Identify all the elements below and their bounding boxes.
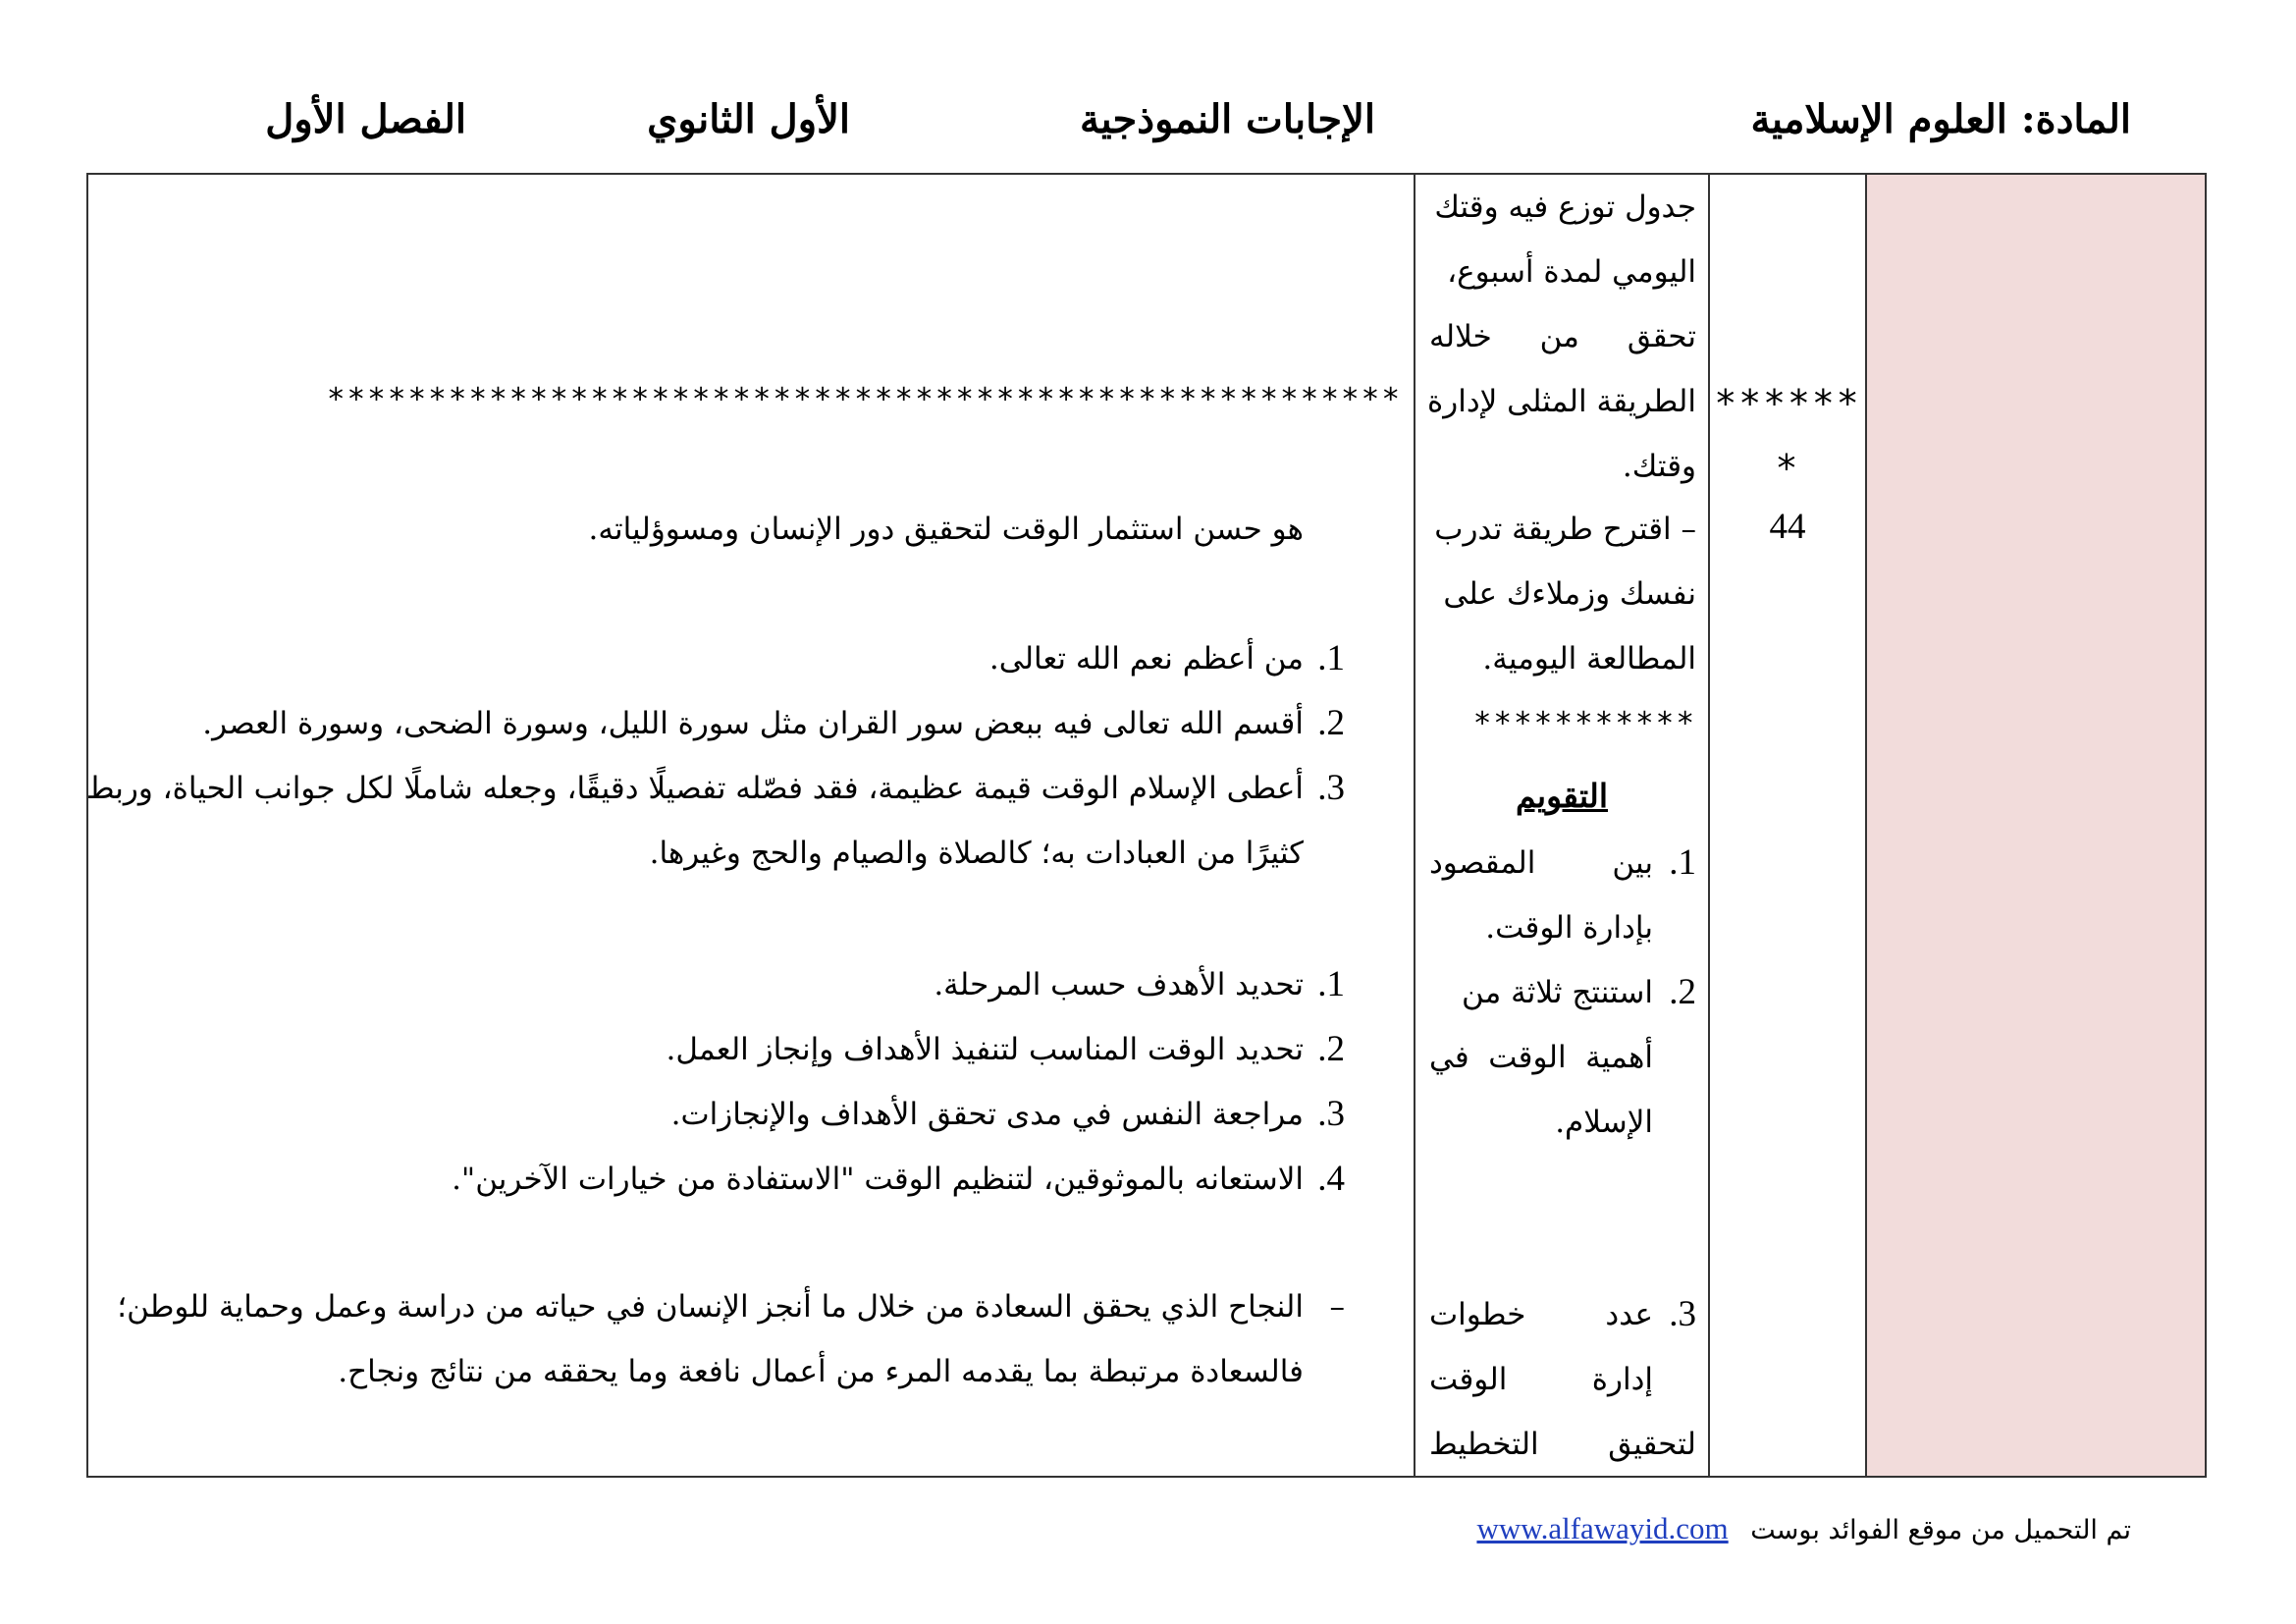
question-text: إدارة الوقت [1429, 1362, 1653, 1397]
activity-line: وقتك. [1622, 449, 1696, 484]
page-header [0, 96, 2296, 155]
question-text: الإسلام. [1555, 1105, 1653, 1140]
number-stars-2: * [1775, 447, 1800, 490]
footer-text: تم التحميل من موقع الفوائد بوست [1750, 1515, 2131, 1545]
model-answers-title: الإجابات النموذجية [1080, 96, 1375, 142]
importance-number: 3. [1317, 768, 1345, 808]
importance-item: أعطى الإسلام الوقت قيمة عظيمة، فقد فصّله تفصيلًا دقيقًا، وجعله شاملًا لكل جوانب الحياة، وربط [85, 771, 1304, 806]
number-stars: ****** [1714, 382, 1861, 425]
step-number: 2. [1317, 1029, 1345, 1069]
importance-item: من أعظم نعم الله تعالى. [988, 641, 1304, 677]
question-text: استنتج ثلاثة من [1462, 975, 1653, 1010]
question-number: 3. [1669, 1294, 1696, 1334]
success-dash: – [1329, 1289, 1345, 1325]
question-number: 2. [1669, 972, 1696, 1012]
grade-label: الأول الثانوي [647, 96, 850, 142]
footer-link[interactable]: www.alfawayid.com [1476, 1511, 1729, 1545]
question-text: لتحقيق التخطيط [1429, 1427, 1696, 1462]
success-answer-cont: فالسعادة مرتبطة بما يقدمه المرء من أعمال نافعة وما يحققه من نتائج ونجاح. [338, 1354, 1304, 1389]
step-item: الاستعانه بالموثوقين، لتنظيم الوقت "الاستفادة من خيارات الآخرين". [452, 1162, 1304, 1197]
question-text: عدد خطوات [1429, 1297, 1653, 1332]
importance-number: 1. [1317, 638, 1345, 678]
answers-column [85, 175, 1414, 1476]
shaded-column [1865, 175, 2205, 1476]
step-item: تحديد الوقت المناسب لتنفيذ الأهداف وإنجاز العمل. [666, 1032, 1304, 1067]
activity-line: نفسك وزملاءك على [1443, 576, 1696, 612]
question-number: 1. [1669, 842, 1696, 883]
definition-answer: هو حسن استثمار الوقت لتحقيق دور الإنسان ومسوؤلياته. [588, 512, 1304, 547]
evaluation-heading: التقويم [1515, 777, 1609, 815]
term-label: الفصل الأول [265, 96, 466, 142]
step-item: تحديد الأهدف حسب المرحلة. [934, 967, 1304, 1002]
step-number: 3. [1317, 1094, 1345, 1134]
activity-line: جدول توزع فيه وقتك [1434, 189, 1696, 225]
activity-line: – اقترح طريقة تدرب [1434, 512, 1696, 547]
activity-line: تحقق من خلاله [1429, 319, 1696, 354]
activity-line: المطالعة اليومية. [1482, 641, 1696, 677]
activity-line: الطريقة المثلى لإدارة [1427, 384, 1696, 419]
question-text: بإدارة الوقت. [1485, 910, 1653, 946]
success-answer: النجاح الذي يحقق السعادة من خلال ما أنجز الإنسان في حياته من دراسة وعمل وحماية للوطن؛ [117, 1289, 1304, 1325]
activity-column [1414, 175, 1708, 1476]
page-number: 44 [1769, 507, 1806, 547]
importance-item-cont: كثيرًا من العبادات به؛ كالصلاة والصيام والحج وغيرها. [649, 836, 1304, 871]
question-text: بين المقصود [1429, 845, 1653, 881]
question-text: أهمية الوقت في [1429, 1040, 1653, 1075]
answers-stars: ***************************************************** [326, 382, 1402, 417]
step-number: 4. [1317, 1159, 1345, 1199]
activity-stars: *********** [1472, 706, 1696, 741]
step-number: 1. [1317, 964, 1345, 1004]
importance-number: 2. [1317, 703, 1345, 743]
importance-item: أقسم الله تعالى فيه ببعض سور القران مثل سورة الليل، وسورة الضحى، وسورة العصر. [202, 706, 1304, 741]
page-footer [1476, 1511, 2131, 1546]
step-item: مراجعة النفس في مدى تحقق الأهداف والإنجازات. [670, 1097, 1304, 1132]
activity-line: اليومي لمدة أسبوع، [1447, 254, 1696, 290]
lesson-table [86, 173, 2207, 1478]
subject-title: المادة: العلوم الإسلامية [1750, 96, 2131, 142]
number-column [1708, 175, 1865, 1476]
